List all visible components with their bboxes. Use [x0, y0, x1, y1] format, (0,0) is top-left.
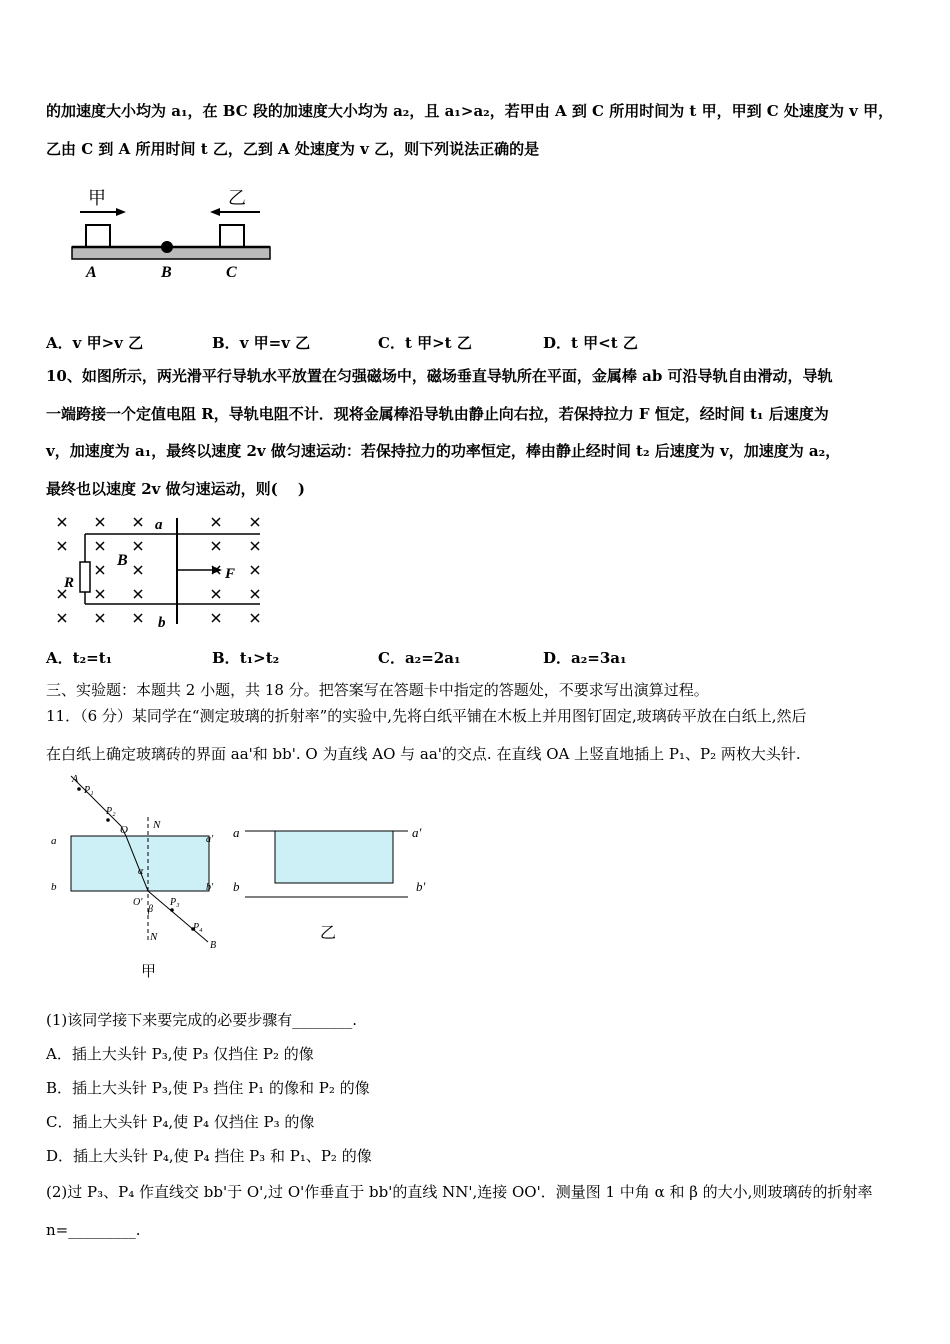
svg-text:B: B: [161, 264, 172, 281]
q9-option-b[interactable]: B．v 甲=v 乙: [212, 334, 311, 352]
svg-text:P₃: P₃: [170, 897, 180, 908]
q11-figure-jia: [46, 772, 236, 982]
svg-text:a: a: [233, 825, 240, 840]
svg-text:P₁: P₁: [84, 785, 94, 796]
q9-figure: [60, 180, 290, 290]
svg-text:β: β: [148, 904, 153, 915]
q10-option-a[interactable]: A．t₂=t₁: [46, 649, 113, 667]
incident-ray: [71, 776, 121, 826]
q9-text-line1: 的加速度大小均为 a₁，在 BC 段的加速度大小均为 a₂，且 a₁>a₂，若甲由 A 到 C 所用时间为 t 甲，甲到 C 处速度为 v 甲，: [46, 102, 894, 120]
svg-text:A: A: [72, 774, 79, 785]
q10-text-line4: 最终也以速度 2v 做匀速运动，则( ): [46, 480, 306, 498]
svg-text:b: b: [51, 881, 57, 893]
fig-label-jia: 甲: [88, 188, 106, 208]
svg-text:C: C: [226, 264, 237, 281]
block-yi: [220, 225, 244, 247]
q10-option-c[interactable]: C．a₂=2a₁: [378, 649, 461, 667]
figure-caption-yi: 乙: [320, 925, 337, 942]
q10-text-line1: 10、如图所示，两光滑平行导轨水平放置在匀强磁场中，磁场垂直导轨所在平面，金属棒 ab 可沿导轨自由滑动，导轨: [46, 367, 833, 385]
svg-text:R: R: [64, 575, 75, 591]
point-b-dot: [161, 241, 173, 253]
svg-text:B: B: [210, 940, 217, 951]
fig-label-yi: 乙: [228, 188, 246, 208]
svg-text:b: b: [158, 615, 166, 631]
svg-text:b': b': [206, 882, 214, 893]
svg-text:b: b: [233, 879, 240, 894]
svg-text:α: α: [138, 866, 144, 877]
q10-option-b[interactable]: B．t₁>t₂: [212, 649, 280, 667]
svg-text:N: N: [153, 819, 161, 831]
q11-text-line1: 11．（6 分）某同学在“测定玻璃的折射率”的实验中,先将白纸平铺在木板上并用图钉固定,玻璃砖平放在白纸上,然后: [46, 707, 807, 725]
q11-option-b[interactable]: B．插上大头针 P₃,使 P₃ 挡住 P₁ 的像和 P₂ 的像: [46, 1079, 370, 1097]
svg-text:P₄: P₄: [193, 922, 203, 933]
q9-option-a[interactable]: A．v 甲>v 乙: [46, 334, 144, 352]
q11-option-d[interactable]: D．插上大头针 P₄,使 P₄ 挡住 P₃ 和 P₁、P₂ 的像: [46, 1147, 372, 1165]
svg-text:a': a': [206, 834, 214, 845]
q11-part2-answer: n=_________.: [46, 1221, 141, 1239]
section3-heading: 三、实验题：本题共 2 小题，共 18 分。把答案写在答题卡中指定的答题处，不要求写出演算过程。: [46, 681, 709, 699]
block-jia: [86, 225, 110, 247]
q9-option-c[interactable]: C．t 甲>t 乙: [378, 334, 472, 352]
svg-text:b': b': [416, 879, 426, 894]
q10-text-line2: 一端跨接一个定值电阻 R，导轨电阻不计．现将金属棒沿导轨由静止向右拉，若保持拉力 F 恒定，经时间 t₁ 后速度为: [46, 405, 829, 423]
q11-part2: (2)过 P₃、P₄ 作直线交 bb'于 O',过 O'作垂直于 bb'的直线 NN',连接 OO'．测量图 1 中角 α 和 β 的大小,则玻璃砖的折射率: [46, 1183, 873, 1201]
svg-text:B: B: [117, 552, 128, 569]
resistor-r: [80, 562, 90, 592]
svg-text:O': O': [133, 897, 143, 908]
svg-text:a': a': [412, 825, 422, 840]
svg-text:a: a: [155, 517, 163, 533]
q11-part1: (1)该同学接下来要完成的必要步骤有________.: [46, 1011, 358, 1029]
q10-option-d[interactable]: D．a₂=3a₁: [543, 649, 627, 667]
q11-text-line2: 在白纸上确定玻璃砖的界面 aa'和 bb'. O 为直线 AO 与 aa'的交点. 在直线 OA 上竖直地插上 P₁、P₂ 两枚大头针.: [46, 745, 801, 763]
q9-option-d[interactable]: D．t 甲<t 乙: [543, 334, 638, 352]
svg-text:O: O: [120, 824, 128, 836]
q11-figure-yi: [230, 820, 440, 950]
q10-text-line3: v，加速度为 a₁，最终以速度 2v 做匀速运动：若保持拉力的功率恒定，棒由静止经时间 t₂ 后速度为 v，加速度为 a₂，: [46, 442, 841, 460]
q11-option-c[interactable]: C．插上大头针 P₄,使 P₄ 仅挡住 P₃ 的像: [46, 1113, 315, 1131]
svg-text:P₂: P₂: [106, 806, 116, 817]
glass-block-jia: [71, 836, 209, 891]
svg-text:a: a: [51, 835, 57, 847]
glass-block-yi: [275, 831, 393, 883]
svg-text:N: N: [150, 931, 158, 943]
figure-caption-jia: 甲: [141, 964, 157, 980]
q10-figure: [50, 512, 280, 632]
svg-text:F: F: [225, 566, 236, 582]
q11-option-a[interactable]: A．插上大头针 P₃,使 P₃ 仅挡住 P₂ 的像: [46, 1045, 314, 1063]
svg-text:A: A: [86, 264, 97, 281]
q9-text-line2: 乙由 C 到 A 所用时间 t 乙，乙到 A 处速度为 v 乙，则下列说法正确的是: [46, 140, 540, 158]
